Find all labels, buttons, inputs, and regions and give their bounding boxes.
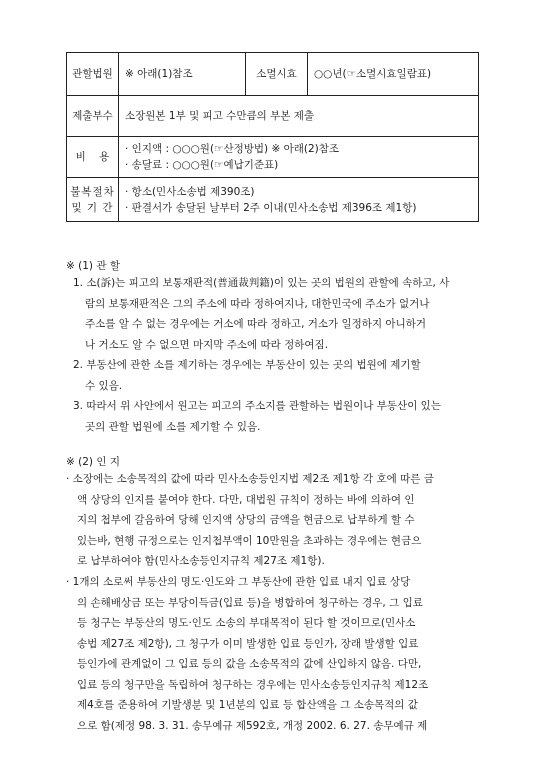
section1-item3 <box>73 396 481 437</box>
section2-para2-line: 의 손해배상금 또는 부당이득금(입료 등)을 병합하여 청구하는 경우, 그 입료 <box>77 596 423 609</box>
section1-item1-line: 1. 소(訴)는 피고의 보통재판적(普通裁判籍)이 있는 곳의 법원의 관할에 속하고, 사 <box>73 277 450 289</box>
section2-para2-line: 송법 제27조 제2항), 그 청구가 이미 발생한 입료 등인가, 장래 발생할 입료 <box>77 637 419 650</box>
section2-para1-line: 지의 첩부에 갈음하여 당해 인지액 상당의 금액을 현금으로 납부하게 할 수 <box>77 514 415 526</box>
section1-item1-line: 람의 보통재판적은 그의 주소에 따라 정하여지나, 대한민국에 주소가 없거나 <box>85 297 430 310</box>
section2-para1-line: · 소장에는 소송목적의 값에 따라 민사소송등인지법 제2조 제1항 각 호에 따른 금 <box>66 473 434 485</box>
section2-para1-line: 액 상당의 인지를 붙여야 한다. 다만, 대법원 규칙이 정하는 바에 의하여 인 <box>77 493 415 506</box>
section2-para2-line: · 1개의 소로써 부동산의 명도·인도와 그 부동산에 관한 입료 내지 입료 상당 <box>66 576 411 588</box>
section2-para2-line: 등 청구는 부동산의 명도·인도 소송의 부대목적이 된다 할 것이므로(민사소 <box>77 617 416 629</box>
cost-line-stamp: · 인지액 : ○○○원(☞산정방법) ※ 아래(2)참조 <box>125 143 340 155</box>
section1-item1 <box>73 273 481 355</box>
section1-heading: ※ (1) 관 할 <box>66 260 120 272</box>
cost-label: 비 용 <box>67 137 119 178</box>
remedy-label-1: 불복절차 <box>70 185 115 198</box>
case-info-table <box>66 52 479 222</box>
court-value: ※ 아래(1)참조 <box>119 53 246 96</box>
section2-para2-line: 입료 등의 청구만을 독립하여 청구하는 경우에는 민사소송등인지규칙 제12조 <box>77 678 429 691</box>
cost-value <box>119 137 479 178</box>
cost-line-service: · 송달료 : ○○○원(☞예납기준표) <box>125 159 279 171</box>
remedy-line-period: · 판결서가 송달된 날부터 2주 이내(민사소송법 제396조 제1항) <box>125 201 417 214</box>
section2-para2-line: 제4호를 준용하여 기발생분 및 1년분의 입료 등 합산액을 그 소송목적의 값 <box>77 699 418 711</box>
section1-item1-line: 주소를 알 수 없는 경우에는 거소에 따라 정하고, 거소가 일정하지 아니하거 <box>85 318 427 330</box>
section2-heading: ※ (2) 인 지 <box>66 456 120 468</box>
section2-para2-line: 으로 함(제정 98. 3. 31. 송무예규 제592호, 개정 2002. 6. 27. 송무예규 제 <box>77 719 428 732</box>
remedy-value <box>119 178 479 222</box>
copies-value: 소장원본 1부 및 피고 수만큼의 부본 제출 <box>119 96 479 137</box>
section2-para1-line: 있는바, 현행 규정으로는 인지첩부액이 10만원을 초과하는 경우에는 현금으 <box>77 534 422 547</box>
limit-value: ○○년(☞소멸시효일람표) <box>308 53 479 96</box>
section1-item2-line: 2. 부동산에 관한 소를 제기하는 경우에는 부동산이 있는 곳의 법원에 제기할 <box>73 359 421 371</box>
section1-item1-line: 나 거소도 알 수 없으면 마지막 주소에 따라 정하여짐. <box>85 338 329 351</box>
court-label: 관할법원 <box>67 53 119 96</box>
section2-para1-line: 로 납부하여야 함(민사소송등인지규칙 제27조 제1항). <box>77 555 325 567</box>
section2-para2-line: 등인가에 관계없이 그 입료 등의 값을 소송목적의 값에 산입하지 않음. 다만, <box>77 658 422 670</box>
section1-item3-line: 곳의 관할 법원에 소를 제기할 수 있음. <box>85 420 261 433</box>
section2-para1 <box>66 469 481 572</box>
remedy-label <box>67 178 119 222</box>
remedy-line-appeal: · 항소(민사소송법 제390조) <box>125 185 255 198</box>
remedy-label-2: 및 기 간 <box>71 201 114 214</box>
copies-label: 제출부수 <box>67 96 119 137</box>
section1-item2-line: 수 있음. <box>85 379 123 392</box>
limit-label: 소멸시효 <box>246 53 308 96</box>
section1-item2 <box>73 355 481 396</box>
section2-para2 <box>66 572 481 736</box>
section1-item3-line: 3. 따라서 위 사안에서 원고는 피고의 주소지를 관할하는 법원이나 부동산이 있는 <box>73 400 441 412</box>
